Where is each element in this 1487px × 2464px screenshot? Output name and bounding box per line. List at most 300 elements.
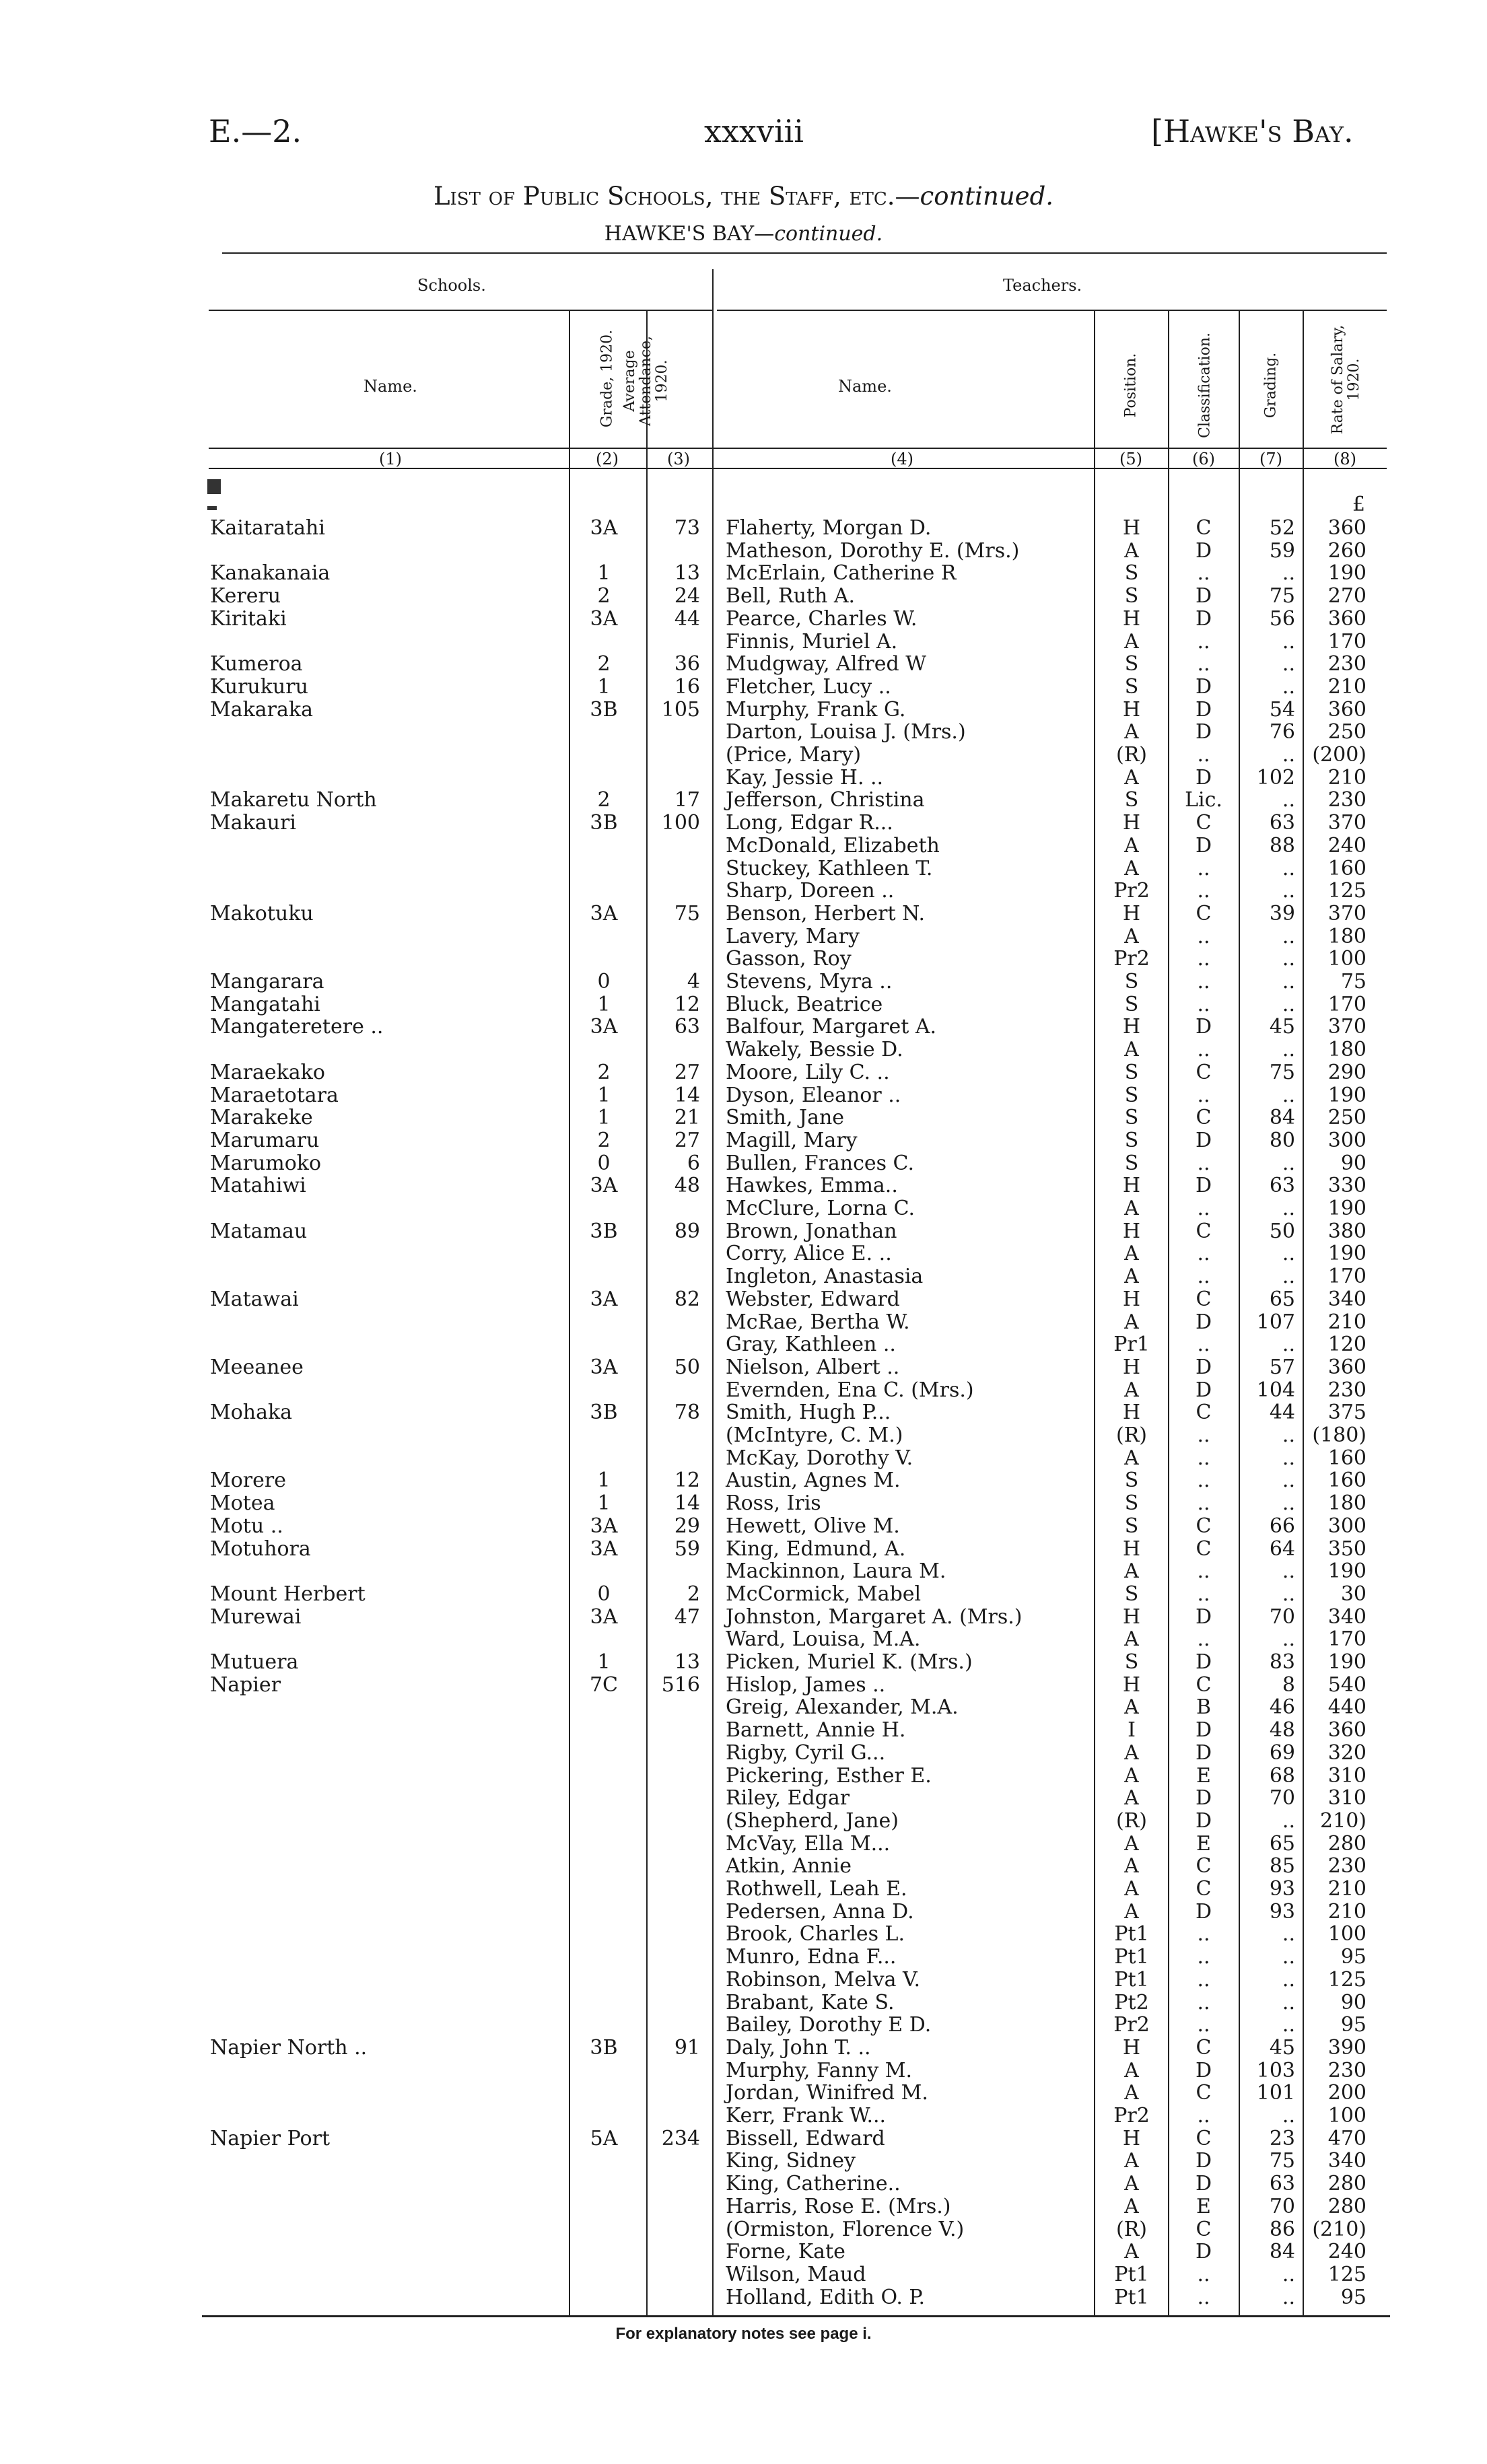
classification-cell: .. — [1197, 970, 1210, 993]
grade-cell: 1 — [597, 1650, 611, 1674]
classification-cell: E — [1196, 1764, 1211, 1788]
salary-cell: 210 — [1327, 1877, 1367, 1901]
position-cell: S — [1124, 1650, 1139, 1674]
salary-cell: 300 — [1327, 1514, 1367, 1538]
grade-cell: 2 — [597, 652, 611, 676]
teacher-name-cell: Darton, Louisa J. (Mrs.) — [726, 720, 966, 744]
page-subtitle — [0, 222, 1487, 246]
grading-cell: 45 — [1269, 1015, 1295, 1039]
col-number-7: (7) — [1259, 450, 1282, 468]
salary-cell: 190 — [1327, 1559, 1367, 1583]
attendance-cell: 100 — [661, 811, 700, 835]
salary-cell: 240 — [1327, 834, 1367, 857]
position-cell: H — [1122, 1174, 1141, 1197]
teacher-name-cell: Kerr, Frank W... — [726, 2104, 887, 2127]
attendance-cell: 105 — [661, 698, 700, 721]
teacher-name-cell: Hislop, James .. — [726, 1673, 886, 1697]
grading-cell: 107 — [1256, 1310, 1295, 1334]
grade-cell: 3A — [590, 1288, 618, 1311]
salary-cell: 320 — [1327, 1741, 1367, 1765]
attendance-cell: 47 — [674, 1605, 700, 1629]
position-cell: I — [1128, 1718, 1136, 1742]
position-cell: H — [1122, 516, 1141, 540]
grading-cell: .. — [1282, 1968, 1295, 1992]
salary-cell: 100 — [1327, 947, 1367, 971]
classification-cell: .. — [1197, 1968, 1210, 1992]
teacher-name-cell: Pedersen, Anna D. — [726, 1900, 914, 1924]
teacher-name-cell: Finnis, Muriel A. — [726, 630, 898, 654]
grade-cell: 3B — [590, 698, 618, 721]
teacher-name-cell: Rothwell, Leah E. — [726, 1877, 907, 1901]
school-name-cell: Mangateretere .. — [210, 1015, 384, 1039]
teacher-name-cell: Balfour, Margaret A. — [726, 1015, 937, 1039]
attendance-cell: 27 — [674, 1129, 700, 1152]
salary-cell: (200) — [1312, 743, 1367, 767]
grade-cell: 0 — [597, 1582, 611, 1606]
teacher-name-cell: Gasson, Roy — [726, 947, 852, 971]
position-cell: S — [1124, 1129, 1139, 1152]
classification-cell: D — [1195, 1356, 1212, 1379]
teacher-name-cell: Forne, Kate — [726, 2240, 845, 2263]
teacher-name-cell: Corry, Alice E. .. — [726, 1242, 892, 1265]
grading-cell: 102 — [1256, 766, 1295, 789]
grading-cell: 8 — [1282, 1673, 1295, 1697]
classification-cell: D — [1195, 766, 1212, 789]
salary-cell: 95 — [1340, 1945, 1367, 1969]
attendance-cell: 16 — [674, 675, 700, 699]
salary-cell: 360 — [1327, 607, 1367, 631]
teacher-name-cell: Rigby, Cyril G... — [726, 1741, 886, 1765]
position-cell: H — [1122, 698, 1141, 721]
region-label: [Hawke's Bay. — [1151, 113, 1354, 149]
classification-cell: C — [1196, 1106, 1212, 1129]
currency-symbol: £ — [1352, 493, 1365, 516]
position-cell: A — [1124, 857, 1139, 880]
classification-cell: D — [1195, 1310, 1212, 1334]
grading-cell: .. — [1282, 2104, 1295, 2127]
teacher-name-cell: Barnett, Annie H. — [726, 1718, 906, 1742]
salary-cell: 30 — [1340, 1582, 1367, 1606]
salary-cell: 360 — [1327, 1356, 1367, 1379]
salary-cell: 95 — [1340, 2286, 1367, 2309]
classification-cell: .. — [1197, 1559, 1210, 1583]
classification-cell: .. — [1197, 561, 1210, 585]
school-name-cell: Makauri — [210, 811, 296, 835]
salary-cell: 380 — [1327, 1220, 1367, 1243]
classification-cell: .. — [1197, 2013, 1210, 2037]
teacher-name-cell: Bluck, Beatrice — [726, 993, 883, 1016]
classification-cell: C — [1196, 1673, 1212, 1697]
salary-cell: 270 — [1327, 584, 1367, 608]
col-number-8: (8) — [1334, 450, 1356, 468]
school-name-cell: Kiritaki — [210, 607, 287, 631]
grading-cell: 68 — [1269, 1764, 1295, 1788]
teacher-name-cell: Nielson, Albert .. — [726, 1356, 900, 1379]
salary-cell: 330 — [1327, 1174, 1367, 1197]
classification-cell: D — [1195, 1015, 1212, 1039]
salary-cell: 120 — [1327, 1333, 1367, 1356]
grading-cell: .. — [1282, 561, 1295, 585]
position-cell: A — [1124, 1265, 1139, 1288]
classification-cell: C — [1196, 1288, 1212, 1311]
school-name-cell: Motuhora — [210, 1537, 311, 1561]
grade-header: Grade, 1920. — [598, 329, 616, 428]
col-rule-1 — [569, 310, 570, 2315]
teacher-name-cell: Jordan, Winifred M. — [726, 2081, 928, 2105]
classification-cell: .. — [1197, 1197, 1210, 1220]
grade-cell: 3B — [590, 2036, 618, 2060]
grading-cell: 70 — [1269, 1786, 1295, 1810]
position-cell: S — [1124, 993, 1139, 1016]
salary-cell: 230 — [1327, 1378, 1367, 1402]
grade-cell: 2 — [597, 584, 611, 608]
salary-cell: 370 — [1327, 811, 1367, 835]
grade-cell: 3A — [590, 1174, 618, 1197]
grading-cell: 80 — [1269, 1129, 1295, 1152]
grading-cell: .. — [1282, 1922, 1295, 1946]
salary-cell: 370 — [1327, 902, 1367, 925]
position-cell: A — [1124, 1197, 1139, 1220]
teacher-name-cell: Lavery, Mary — [726, 925, 860, 948]
salary-cell: 280 — [1327, 2172, 1367, 2195]
grading-cell: .. — [1282, 947, 1295, 971]
attendance-cell: 63 — [674, 1015, 700, 1039]
position-cell: A — [1124, 834, 1139, 857]
salary-cell: 180 — [1327, 1491, 1367, 1515]
teacher-name-cell: Brabant, Kate S. — [726, 1991, 895, 2014]
classification-cell: D — [1195, 1786, 1212, 1810]
salary-cell: 230 — [1327, 1854, 1367, 1878]
grading-cell: 93 — [1269, 1900, 1295, 1924]
subtitle-continued: continued. — [774, 222, 883, 246]
grade-cell: 2 — [597, 1129, 611, 1152]
classification-cell: .. — [1197, 2263, 1210, 2286]
classification-cell: .. — [1197, 1084, 1210, 1107]
salary-cell: 210 — [1327, 766, 1367, 789]
position-cell: A — [1124, 1038, 1139, 1061]
grade-cell: 1 — [597, 1106, 611, 1129]
school-name-cell: Matawai — [210, 1288, 299, 1311]
grading-cell: .. — [1282, 1559, 1295, 1583]
grade-cell: 1 — [597, 1469, 611, 1492]
position-cell: Pr2 — [1113, 2013, 1150, 2037]
position-cell: (R) — [1116, 1423, 1147, 1447]
classification-cell: .. — [1197, 947, 1210, 971]
grading-cell: 65 — [1269, 1832, 1295, 1856]
classification-cell: .. — [1197, 630, 1210, 654]
classification-cell: C — [1196, 1514, 1212, 1538]
grade-cell: 2 — [597, 1061, 611, 1084]
col-rule-7 — [1303, 310, 1304, 2315]
teacher-name-cell: Hewett, Olive M. — [726, 1514, 900, 1538]
grading-cell: 65 — [1269, 1288, 1295, 1311]
classification-cell: E — [1196, 2195, 1211, 2218]
grading-cell: 75 — [1269, 2149, 1295, 2173]
grade-cell: 3A — [590, 1015, 618, 1039]
grading-cell: 70 — [1269, 1605, 1295, 1629]
attendance-cell: 24 — [674, 584, 700, 608]
salary-cell: (180) — [1312, 1423, 1367, 1447]
classification-cell: C — [1196, 516, 1212, 540]
position-cell: S — [1124, 1106, 1139, 1129]
classification-cell: D — [1195, 2172, 1212, 2195]
grading-cell: 83 — [1269, 1650, 1295, 1674]
position-cell: S — [1124, 788, 1139, 812]
position-cell: Pr2 — [1113, 879, 1150, 903]
school-name-cell: Mutuera — [210, 1650, 299, 1674]
teacher-name-cell: Bullen, Frances C. — [726, 1152, 914, 1175]
attendance-cell: 36 — [674, 652, 700, 676]
classification-cell: .. — [1197, 1945, 1210, 1969]
col-rule-4 — [1094, 310, 1095, 2315]
position-cell: A — [1124, 1764, 1139, 1788]
title-continued: continued. — [920, 182, 1054, 211]
salary-cell: 170 — [1327, 993, 1367, 1016]
col-number-5: (5) — [1119, 450, 1142, 468]
teacher-name-cell: Picken, Muriel K. (Mrs.) — [726, 1650, 973, 1674]
grading-cell: 88 — [1269, 834, 1295, 857]
salary-cell: 170 — [1327, 1627, 1367, 1651]
grading-cell: .. — [1282, 2013, 1295, 2037]
grading-cell: .. — [1282, 1582, 1295, 1606]
table-bottom-rule — [202, 2315, 1390, 2317]
position-cell: Pt1 — [1114, 1968, 1149, 1992]
classification-cell: .. — [1197, 1627, 1210, 1651]
school-name-cell: Motu .. — [210, 1514, 283, 1538]
grading-cell: .. — [1282, 1446, 1295, 1470]
grading-cell: 104 — [1256, 1378, 1295, 1402]
salary-header: Rate of Salary, 1920. — [1329, 324, 1362, 435]
salary-cell: 360 — [1327, 516, 1367, 540]
teacher-name-cell: Robinson, Melva V. — [726, 1968, 921, 1992]
position-cell: H — [1122, 607, 1141, 631]
grading-cell: .. — [1282, 1152, 1295, 1175]
teacher-name-cell: Holland, Edith O. P. — [726, 2286, 926, 2309]
classification-cell: B — [1196, 1695, 1212, 1719]
teacher-name-cell: Murphy, Fanny M. — [726, 2059, 912, 2082]
teacher-name-cell: Stevens, Myra .. — [726, 970, 893, 993]
position-cell: H — [1122, 2036, 1141, 2060]
grading-cell: .. — [1282, 993, 1295, 1016]
attendance-cell: 82 — [674, 1288, 700, 1311]
classification-cell: D — [1195, 1605, 1212, 1629]
position-cell: A — [1124, 2195, 1139, 2218]
grade-cell: 1 — [597, 561, 611, 585]
salary-cell: 100 — [1327, 1922, 1367, 1946]
attendance-header: Average Attendance, 1920. — [621, 335, 670, 427]
teacher-name-cell: Mackinnon, Laura M. — [726, 1559, 946, 1583]
title-main: List of Public Schools, the Staff, etc.— — [433, 182, 920, 211]
classification-cell: .. — [1197, 743, 1210, 767]
salary-cell: 95 — [1340, 2013, 1367, 2037]
position-cell: A — [1124, 630, 1139, 654]
grading-cell: 75 — [1269, 1061, 1295, 1084]
teacher-name-cell: Murphy, Frank G. — [726, 698, 906, 721]
teacher-name-cell: McCormick, Mabel — [726, 1582, 922, 1606]
teacher-name-cell: Bell, Ruth A. — [726, 584, 856, 608]
salary-cell: 440 — [1327, 1695, 1367, 1719]
teacher-name-cell: Evernden, Ena C. (Mrs.) — [726, 1378, 974, 1402]
salary-cell: 360 — [1327, 698, 1367, 721]
grade-cell: 3A — [590, 1537, 618, 1561]
school-name-cell: Maraetotara — [210, 1084, 339, 1107]
classification-cell: D — [1195, 1174, 1212, 1197]
grading-cell: .. — [1282, 1627, 1295, 1651]
teacher-name-cell: Daly, John T. .. — [726, 2036, 871, 2060]
school-name-cell: Mount Herbert — [210, 1582, 366, 1606]
salary-cell: 170 — [1327, 630, 1367, 654]
grading-header: Grading. — [1262, 352, 1280, 419]
classification-cell: .. — [1197, 1582, 1210, 1606]
position-cell: H — [1122, 1288, 1141, 1311]
position-cell: S — [1124, 970, 1139, 993]
position-cell: H — [1122, 1220, 1141, 1243]
teacher-name-cell: Jefferson, Christina — [726, 788, 925, 812]
position-cell: Pt2 — [1114, 1991, 1149, 2014]
teacher-name-cell: (Shepherd, Jane) — [726, 1809, 899, 1833]
teacher-name-cell: Long, Edgar R... — [726, 811, 893, 835]
col-number-2: (2) — [596, 450, 619, 468]
page-number: xxxviii — [704, 113, 804, 149]
salary-cell: 340 — [1327, 2149, 1367, 2173]
grading-cell: .. — [1282, 857, 1295, 880]
teacher-name-cell: Webster, Edward — [726, 1288, 900, 1311]
salary-cell: 390 — [1327, 2036, 1367, 2060]
position-cell: A — [1124, 1446, 1139, 1470]
salary-cell: 310 — [1327, 1786, 1367, 1810]
grading-cell: .. — [1282, 1423, 1295, 1447]
page-reference: E.—2. — [209, 113, 302, 149]
classification-cell: .. — [1197, 1038, 1210, 1061]
position-cell: A — [1124, 1242, 1139, 1265]
classification-cell: D — [1195, 2240, 1212, 2263]
school-name-cell: Kereru — [210, 584, 281, 608]
classification-cell: .. — [1197, 1265, 1210, 1288]
classification-cell: D — [1195, 1900, 1212, 1924]
salary-cell: 160 — [1327, 1469, 1367, 1492]
grading-cell: .. — [1282, 1242, 1295, 1265]
position-header: Position. — [1122, 353, 1140, 418]
salary-cell: 375 — [1327, 1401, 1367, 1424]
grade-cell: 3A — [590, 1605, 618, 1629]
teacher-name-cell: McRae, Bertha W. — [726, 1310, 910, 1334]
school-name-cell: Napier North .. — [210, 2036, 368, 2060]
subtitle-main: HAWKE'S BAY— — [604, 222, 775, 246]
teacher-name-cell: Dyson, Eleanor .. — [726, 1084, 901, 1107]
salary-cell: 125 — [1327, 2263, 1367, 2286]
salary-cell: 230 — [1327, 788, 1367, 812]
teacher-name-cell: Smith, Hugh P... — [726, 1401, 891, 1424]
position-cell: A — [1124, 2081, 1139, 2105]
col-rule-3 — [712, 269, 714, 2315]
salary-cell: 75 — [1340, 970, 1367, 993]
attendance-cell: 13 — [674, 1650, 700, 1674]
grading-cell: .. — [1282, 1038, 1295, 1061]
position-cell: Pt1 — [1114, 2286, 1149, 2309]
position-cell: S — [1124, 652, 1139, 676]
attendance-cell: 14 — [674, 1491, 700, 1515]
attendance-cell: 27 — [674, 1061, 700, 1084]
position-cell: A — [1124, 1695, 1139, 1719]
classification-cell: E — [1196, 1832, 1211, 1856]
salary-cell: 280 — [1327, 1832, 1367, 1856]
teacher-name-cell: McClure, Lorna C. — [726, 1197, 915, 1220]
position-cell: Pr2 — [1113, 2104, 1150, 2127]
grading-cell: 23 — [1269, 2127, 1295, 2150]
teacher-name-cell: Gray, Kathleen .. — [726, 1333, 896, 1356]
salary-cell: 350 — [1327, 1537, 1367, 1561]
teacher-name-cell: Fletcher, Lucy .. — [726, 675, 891, 699]
school-name-cell: Kanakanaia — [210, 561, 331, 585]
teachers-group-header: Teachers. — [1003, 276, 1082, 295]
grading-cell: 69 — [1269, 1741, 1295, 1765]
grading-cell: 39 — [1269, 902, 1295, 925]
col-number-1: (1) — [379, 450, 402, 468]
teacher-name-cell: Johnston, Margaret A. (Mrs.) — [726, 1605, 1023, 1629]
grading-cell: .. — [1282, 675, 1295, 699]
salary-cell: 125 — [1327, 879, 1367, 903]
grading-cell: 70 — [1269, 2195, 1295, 2218]
school-name-cell: Marumoko — [210, 1152, 322, 1175]
position-cell: A — [1124, 2059, 1139, 2082]
attendance-cell: 75 — [674, 902, 700, 925]
classification-cell: D — [1195, 2059, 1212, 2082]
salary-cell: 190 — [1327, 1197, 1367, 1220]
grade-cell: 0 — [597, 1152, 611, 1175]
grading-cell: .. — [1282, 652, 1295, 676]
grading-cell: .. — [1282, 1809, 1295, 1833]
salary-cell: 200 — [1327, 2081, 1367, 2105]
grading-cell: 66 — [1269, 1514, 1295, 1538]
col-rule-5 — [1168, 310, 1169, 2315]
attendance-cell: 50 — [674, 1356, 700, 1379]
salary-cell: 100 — [1327, 2104, 1367, 2127]
teacher-name-cell: Magill, Mary — [726, 1129, 858, 1152]
grading-cell: 76 — [1269, 720, 1295, 744]
salary-cell: 210 — [1327, 1900, 1367, 1924]
salary-cell: 360 — [1327, 1718, 1367, 1742]
salary-cell: 190 — [1327, 1650, 1367, 1674]
teacher-name-cell: Moore, Lily C. .. — [726, 1061, 890, 1084]
col-number-4: (4) — [891, 450, 913, 468]
attendance-cell: 12 — [674, 993, 700, 1016]
classification-cell: C — [1196, 902, 1212, 925]
teacher-name-cell: Mudgway, Alfred W — [726, 652, 927, 676]
classification-cell: C — [1196, 1537, 1212, 1561]
position-cell: Pt1 — [1114, 1922, 1149, 1946]
salary-cell: 125 — [1327, 1968, 1367, 1992]
salary-cell: 180 — [1327, 925, 1367, 948]
school-name-cell: Murewai — [210, 1605, 302, 1629]
salary-cell: 170 — [1327, 1265, 1367, 1288]
teacher-name-cell: Stuckey, Kathleen T. — [726, 857, 933, 880]
salary-cell: 210) — [1320, 1809, 1367, 1833]
teacher-name-cell: Ross, Iris — [726, 1491, 821, 1515]
teacher-name-header: Name. — [838, 377, 892, 396]
position-cell: H — [1122, 1015, 1141, 1039]
attendance-cell: 21 — [674, 1106, 700, 1129]
salary-cell: 340 — [1327, 1605, 1367, 1629]
position-cell: H — [1122, 1673, 1141, 1697]
classification-cell: C — [1196, 2081, 1212, 2105]
position-cell: H — [1122, 2127, 1141, 2150]
position-cell: A — [1124, 2240, 1139, 2263]
position-cell: H — [1122, 1605, 1141, 1629]
position-cell: (R) — [1116, 2218, 1147, 2241]
attendance-cell: 14 — [674, 1084, 700, 1107]
school-name-cell: Marakeke — [210, 1106, 313, 1129]
attendance-cell: 48 — [674, 1174, 700, 1197]
